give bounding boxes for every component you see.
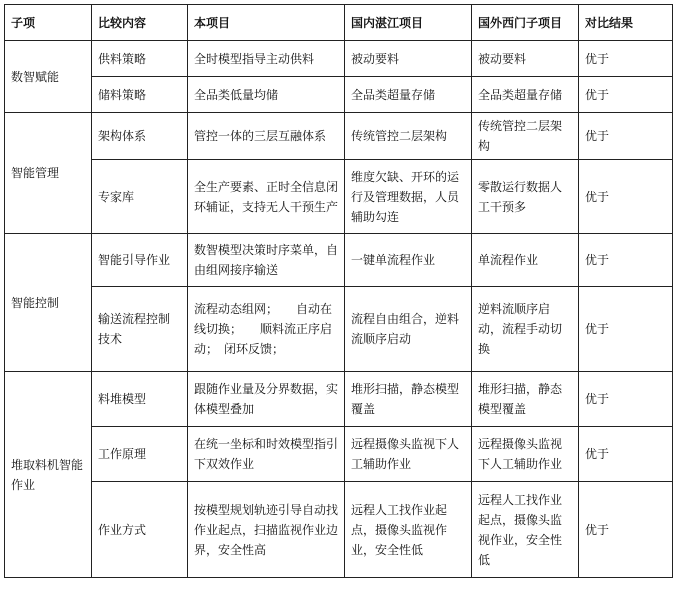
result-cell: 优于 bbox=[579, 113, 673, 160]
ours-cell: 按模型规划轨迹引导自动找作业起点，扫描监视作业边界，安全性高 bbox=[188, 482, 345, 578]
siemens-cell: 全品类超量存储 bbox=[472, 77, 579, 113]
result-cell: 优于 bbox=[579, 287, 673, 372]
zhanjiang-cell: 远程人工找作业起点，摄像头监视作业，安全性低 bbox=[345, 482, 472, 578]
zhanjiang-cell: 维度欠缺、开环的运行及管理数据，人员辅助勾连 bbox=[345, 160, 472, 234]
header-zhanjiang-project: 国内湛江项目 bbox=[345, 5, 472, 41]
siemens-cell: 被动要料 bbox=[472, 41, 579, 77]
zhanjiang-cell: 全品类超量存储 bbox=[345, 77, 472, 113]
item-cell: 储料策略 bbox=[92, 77, 188, 113]
item-cell: 供料策略 bbox=[92, 41, 188, 77]
header-result: 对比结果 bbox=[579, 5, 673, 41]
item-cell: 作业方式 bbox=[92, 482, 188, 578]
result-cell: 优于 bbox=[579, 41, 673, 77]
group-name: 堆取料机智能作业 bbox=[5, 372, 92, 578]
ours-cell: 全时模型指导主动供料 bbox=[188, 41, 345, 77]
result-cell: 优于 bbox=[579, 482, 673, 578]
item-cell: 料堆模型 bbox=[92, 372, 188, 427]
result-cell: 优于 bbox=[579, 427, 673, 482]
header-compare-content: 比较内容 bbox=[92, 5, 188, 41]
siemens-cell: 远程人工找作业起点，摄像头监视作业，安全性低 bbox=[472, 482, 579, 578]
siemens-cell: 堆形扫描，静态模型覆盖 bbox=[472, 372, 579, 427]
table-row bbox=[5, 113, 673, 160]
item-cell: 输送流程控制技术 bbox=[92, 287, 188, 372]
zhanjiang-cell: 一键单流程作业 bbox=[345, 234, 472, 287]
header-row bbox=[5, 5, 673, 41]
header-subitem: 子项 bbox=[5, 5, 92, 41]
item-cell: 架构体系 bbox=[92, 113, 188, 160]
group-name: 智能管理 bbox=[5, 113, 92, 234]
table-row bbox=[5, 287, 673, 372]
siemens-cell: 逆料流顺序启动，流程手动切换 bbox=[472, 287, 579, 372]
ours-cell: 跟随作业量及分界数据，实体模型叠加 bbox=[188, 372, 345, 427]
ours-cell: 全生产要素、正时全信息闭环辅证，支持无人干预生产 bbox=[188, 160, 345, 234]
table-row bbox=[5, 234, 673, 287]
ours-cell: 管控一体的三层互融体系 bbox=[188, 113, 345, 160]
siemens-cell: 传统管控二层架构 bbox=[472, 113, 579, 160]
comparison-table bbox=[4, 4, 673, 578]
siemens-cell: 远程摄像头监视下人工辅助作业 bbox=[472, 427, 579, 482]
zhanjiang-cell: 堆形扫描，静态模型覆盖 bbox=[345, 372, 472, 427]
zhanjiang-cell: 传统管控二层架构 bbox=[345, 113, 472, 160]
table-row bbox=[5, 372, 673, 427]
item-cell: 专家库 bbox=[92, 160, 188, 234]
zhanjiang-cell: 远程摄像头监视下人工辅助作业 bbox=[345, 427, 472, 482]
result-cell: 优于 bbox=[579, 234, 673, 287]
zhanjiang-cell: 被动要料 bbox=[345, 41, 472, 77]
zhanjiang-cell: 流程自由组合，逆料流顺序启动 bbox=[345, 287, 472, 372]
siemens-cell: 零散运行数据人工干预多 bbox=[472, 160, 579, 234]
table-row bbox=[5, 41, 673, 77]
result-cell: 优于 bbox=[579, 372, 673, 427]
ours-cell: 流程动态组网； 自动在线切换； 顺料流正序启动； 闭环反馈； bbox=[188, 287, 345, 372]
group-name: 数智赋能 bbox=[5, 41, 92, 113]
group-name: 智能控制 bbox=[5, 234, 92, 372]
ours-cell: 全品类低量均储 bbox=[188, 77, 345, 113]
table-row bbox=[5, 482, 673, 578]
result-cell: 优于 bbox=[579, 77, 673, 113]
table-row bbox=[5, 160, 673, 234]
table-row bbox=[5, 427, 673, 482]
ours-cell: 数智模型决策时序菜单，自由组网接序输送 bbox=[188, 234, 345, 287]
item-cell: 工作原理 bbox=[92, 427, 188, 482]
header-this-project: 本项目 bbox=[188, 5, 345, 41]
result-cell: 优于 bbox=[579, 160, 673, 234]
item-cell: 智能引导作业 bbox=[92, 234, 188, 287]
table-row bbox=[5, 77, 673, 113]
ours-cell: 在统一坐标和时效模型指引下双效作业 bbox=[188, 427, 345, 482]
siemens-cell: 单流程作业 bbox=[472, 234, 579, 287]
header-siemens-project: 国外西门子项目 bbox=[472, 5, 579, 41]
